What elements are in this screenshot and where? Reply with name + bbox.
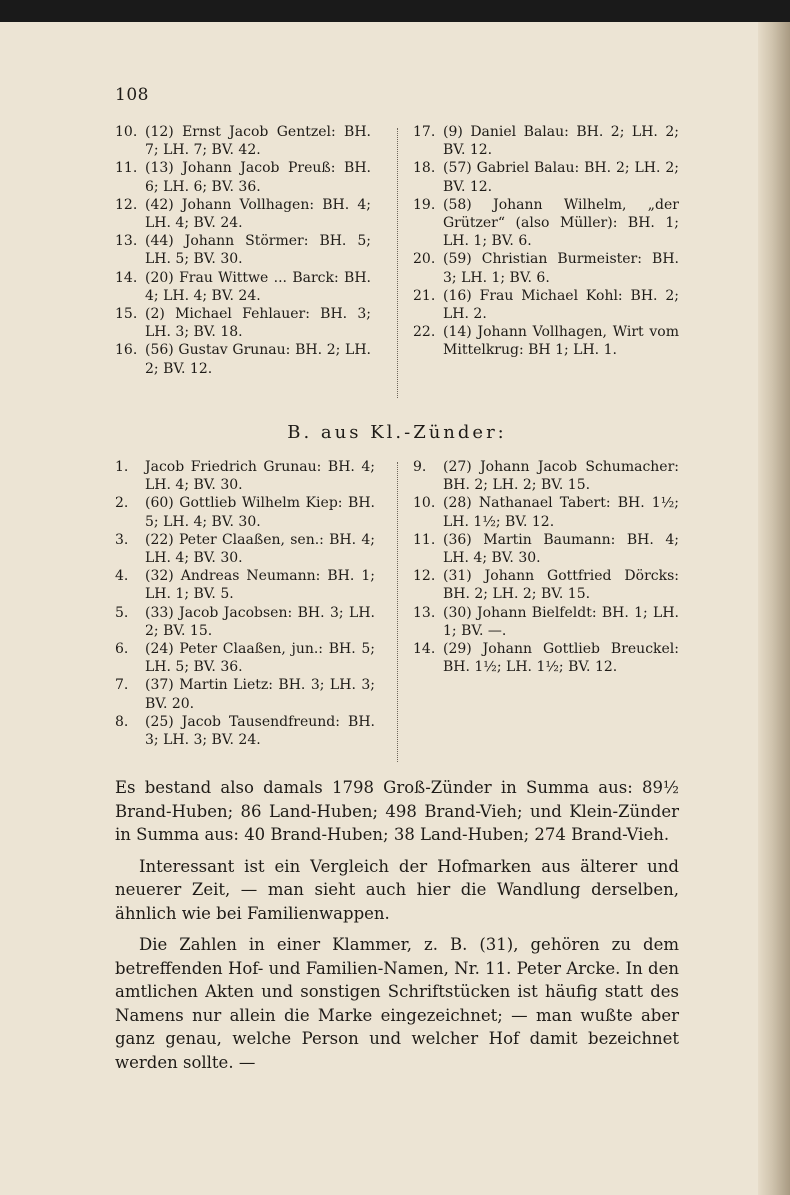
entry-text: (28) Nathanael Tabert: BH. 1½; LH. 1½; BV. 12. <box>443 495 679 530</box>
entry-text: (20) Frau Wittwe ... Barck: BH. 4; LH. 4; BV. 24. <box>145 269 371 304</box>
entry-number: 9. <box>413 459 427 475</box>
section-a-right-column <box>413 123 679 360</box>
list-entry <box>115 458 375 494</box>
list-entry <box>413 604 679 640</box>
list-entry <box>115 567 375 603</box>
entry-number: 12. <box>413 568 436 585</box>
entry-number: 19. <box>413 196 436 213</box>
list-entry <box>413 531 679 567</box>
entry-text: (9) Daniel Balau: BH. 2; LH. 2; BV. 12. <box>443 124 679 159</box>
list-entry <box>413 494 679 530</box>
entry-text: (24) Peter Claaßen, jun.: BH. 5; LH. 5; BV. 36. <box>145 641 375 676</box>
body-text <box>115 776 679 1082</box>
entry-text: Jacob Friedrich Grunau: BH. 4; LH. 4; BV. 30. <box>145 459 375 494</box>
entry-number: 10. <box>413 495 436 512</box>
entry-text: (31) Johann Gottfried Dörcks: BH. 2; LH. 2; BV. 15. <box>443 568 679 603</box>
entry-number: 13. <box>115 233 138 250</box>
entry-number: 2. <box>115 495 129 512</box>
entry-text: (57) Gabriel Balau: BH. 2; LH. 2; BV. 12. <box>443 160 679 195</box>
entry-text: (44) Johann Störmer: BH. 5; LH. 5; BV. 30. <box>145 233 371 268</box>
list-entry <box>115 531 375 567</box>
list-entry <box>413 250 679 286</box>
paragraph: Die Zahlen in einer Klammer, z. B. (31), gehören zu dem betreffenden Hof- und Familien-Namen, Nr. 11. Peter Arcke. In den amtlichen Akten und sonstigen Schriftstücken ist häufig statt des Namens nur allein die Marke eingezeichnet; — man wußte aber ganz genau, welche Person und welcher Hof damit bezeichnet werden sollte. — <box>115 935 679 1072</box>
page-gutter <box>758 22 790 1195</box>
entry-text: (59) Christian Burmeister: BH. 3; LH. 1; BV. 6. <box>443 251 679 286</box>
list-entry <box>115 713 375 749</box>
entry-number: 13. <box>413 604 436 621</box>
column-divider <box>397 462 398 762</box>
entry-text: (30) Johann Bielfeldt: BH. 1; LH. 1; BV. —. <box>443 604 679 639</box>
list-entry <box>413 567 679 603</box>
list-entry <box>115 123 371 159</box>
entry-text: (22) Peter Claaßen, sen.: BH. 4; LH. 4; BV. 30. <box>145 531 375 567</box>
entry-number: 18. <box>413 160 436 177</box>
entry-text: (56) Gustav Grunau: BH. 2; LH. 2; BV. 12. <box>145 342 371 377</box>
list-entry <box>115 494 375 530</box>
entry-text: (13) Johann Jacob Preuß: BH. 6; LH. 6; BV. 36. <box>145 160 371 195</box>
entry-text: (60) Gottlieb Wilhelm Kiep: BH. 5; LH. 4; BV. 30. <box>145 495 375 530</box>
list-entry <box>115 269 371 305</box>
entry-text: (29) Johann Gottlieb Breuckel: BH. 1½; LH. 1½; BV. 12. <box>443 641 679 676</box>
list-entry <box>115 676 375 712</box>
entry-text: (12) Ernst Jacob Gentzel: BH. 7; LH. 7; BV. 42. <box>145 124 371 159</box>
section-b-heading: B. aus Kl.-Zünder: <box>287 422 507 443</box>
entry-number: 10. <box>115 124 138 140</box>
list-entry <box>413 323 679 359</box>
entry-number: 12. <box>115 196 138 213</box>
page-number: 108 <box>115 85 149 105</box>
entry-text: (14) Johann Vollhagen, Wirt vom Mittelkrug: BH 1; LH. 1. <box>443 324 679 359</box>
list-entry <box>115 305 371 341</box>
entry-number: 11. <box>413 531 436 548</box>
list-entry <box>115 159 371 195</box>
list-entry <box>413 458 679 494</box>
section-b-right-column <box>413 458 679 676</box>
paragraph: Es bestand also damals 1798 Groß-Zünder in Summa aus: 89½ Brand-Huben; 86 Land-Huben; 498 Brand-Vieh; und Klein-Zünder in Summa aus: 40 Brand-Huben; 38 Land-Huben; 274 Brand-Vieh. <box>115 778 679 844</box>
entry-text: (42) Johann Vollhagen: BH. 4; LH. 4; BV. 24. <box>145 196 371 232</box>
list-entry <box>413 196 679 251</box>
entry-number: 16. <box>115 342 138 359</box>
list-entry <box>115 232 371 268</box>
entry-number: 3. <box>115 531 129 548</box>
entry-number: 22. <box>413 324 436 341</box>
list-entry <box>413 287 679 323</box>
entry-text: (37) Martin Lietz: BH. 3; LH. 3; BV. 20. <box>145 677 375 712</box>
entry-number: 7. <box>115 677 129 694</box>
entry-number: 5. <box>115 604 129 621</box>
list-entry <box>115 341 371 377</box>
entry-text: (36) Martin Baumann: BH. 4; LH. 4; BV. 30. <box>443 531 679 567</box>
entry-text: (58) Johann Wilhelm, „der Grützer“ (also Müller): BH. 1; LH. 1; BV. 6. <box>443 196 679 250</box>
entry-number: 4. <box>115 568 129 585</box>
list-entry <box>413 123 679 159</box>
entry-text: (2) Michael Fehlauer: BH. 3; LH. 3; BV. 18. <box>145 306 371 341</box>
entry-number: 21. <box>413 287 436 304</box>
paragraph: Interessant ist ein Vergleich der Hofmarken aus älterer und neuerer Zeit, — man sieht auch hier die Wandlung derselben, ähnlich wie bei Familienwappen. <box>115 856 679 923</box>
list-entry <box>413 640 679 676</box>
entry-number: 1. <box>115 459 129 475</box>
entry-number: 14. <box>413 641 436 658</box>
list-entry <box>115 196 371 232</box>
entry-number: 6. <box>115 641 129 658</box>
section-b-left-column <box>115 458 375 749</box>
entry-text: (16) Frau Michael Kohl: BH. 2; LH. 2. <box>443 287 679 323</box>
entry-text: (25) Jacob Tausendfreund: BH. 3; LH. 3; BV. 24. <box>145 713 375 749</box>
entry-text: (33) Jacob Jacobsen: BH. 3; LH. 2; BV. 15. <box>145 604 375 639</box>
entry-number: 11. <box>115 160 138 177</box>
entry-number: 17. <box>413 124 436 140</box>
list-entry <box>115 640 375 676</box>
entry-number: 14. <box>115 269 138 286</box>
entry-number: 8. <box>115 713 129 730</box>
column-divider <box>397 128 398 398</box>
entry-number: 15. <box>115 306 138 323</box>
list-entry <box>115 604 375 640</box>
entry-text: (32) Andreas Neumann: BH. 1; LH. 1; BV. 5. <box>145 568 375 603</box>
entry-text: (27) Johann Jacob Schumacher: BH. 2; LH. 2; BV. 15. <box>443 459 679 494</box>
entry-number: 20. <box>413 251 436 268</box>
list-entry <box>413 159 679 195</box>
section-a-left-column <box>115 123 371 378</box>
